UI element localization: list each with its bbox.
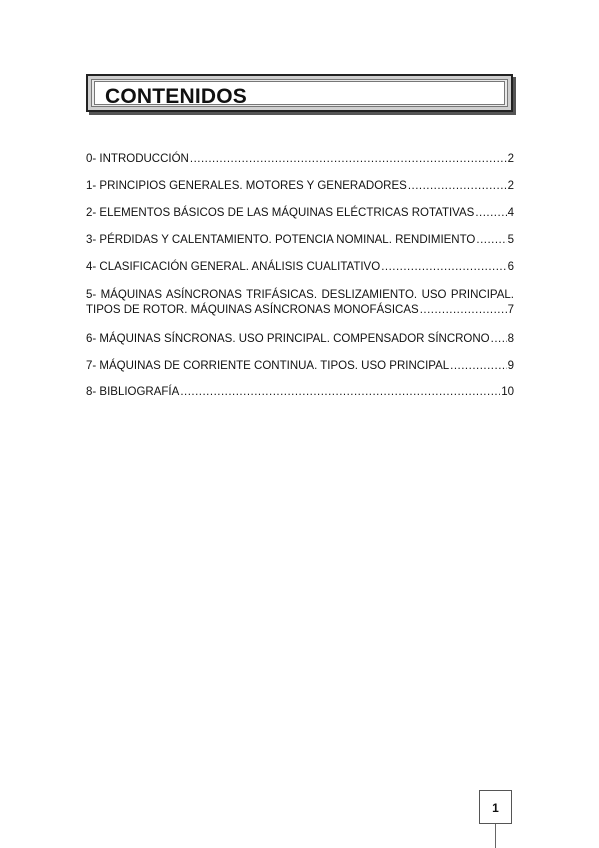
toc-entry-page: 7 (507, 304, 514, 316)
toc-leader-dots (381, 260, 506, 275)
toc-entry[interactable] (86, 152, 514, 167)
toc-entry-text: 0- INTRODUCCIÓN (86, 153, 189, 165)
page-number-stem (495, 824, 496, 848)
toc-entry-text-line1: 5- MÁQUINAS ASÍNCRONAS TRIFÁSICAS. DESLIZAMIENTO. USO PRINCIPAL. (86, 289, 514, 301)
toc-entry-text: 4- CLASIFICACIÓN GENERAL. ANÁLISIS CUALITATIVO (86, 261, 381, 273)
toc-leader-dots (450, 359, 506, 374)
toc-leader-dots (420, 303, 507, 318)
toc-entry[interactable] (86, 385, 514, 400)
toc-entry[interactable] (86, 288, 514, 318)
toc-entry-text: 8- BIBLIOGRAFÍA (86, 386, 180, 398)
toc-entry-page: 2 (507, 153, 514, 165)
toc-entry[interactable] (86, 359, 514, 374)
toc-leader-dots (408, 179, 507, 194)
page-number-box (479, 790, 512, 824)
toc-leader-dots (475, 206, 506, 221)
toc-entry-page: 4 (507, 207, 514, 219)
title-box (86, 74, 513, 112)
toc-leader-dots (491, 332, 507, 347)
toc-entry-page: 10 (501, 386, 514, 398)
toc-entry-text: 1- PRINCIPIOS GENERALES. MOTORES Y GENERADORES (86, 180, 407, 192)
toc-entry[interactable] (86, 332, 514, 347)
toc-entry[interactable] (86, 206, 514, 221)
title-box-inner (94, 81, 505, 108)
toc-entry-text: 7- MÁQUINAS DE CORRIENTE CONTINUA. TIPOS. USO PRINCIPAL (86, 360, 450, 372)
toc-entry-text: 3- PÉRDIDAS Y CALENTAMIENTO. POTENCIA NOMINAL. RENDIMIENTO (86, 234, 476, 246)
toc-entry-page: 5 (507, 234, 514, 246)
toc-entry-text: 2- ELEMENTOS BÁSICOS DE LAS MÁQUINAS ELÉCTRICAS ROTATIVAS (86, 207, 475, 219)
toc-entry-page: 8 (507, 333, 514, 345)
toc-entry-page: 6 (507, 261, 514, 273)
toc-leader-dots (180, 385, 500, 400)
page-title: CONTENIDOS (105, 85, 248, 108)
toc-leader-dots (190, 152, 507, 167)
toc-entry-text: 6- MÁQUINAS SÍNCRONAS. USO PRINCIPAL. COMPENSADOR SÍNCRONO (86, 333, 490, 345)
toc-leader-dots (476, 233, 506, 248)
page-number: 1 (492, 801, 499, 815)
toc-entry[interactable] (86, 260, 514, 275)
toc-entry[interactable] (86, 179, 514, 194)
toc-entry-page: 9 (507, 360, 514, 372)
toc-entry-page: 2 (507, 180, 514, 192)
toc-entry-text: TIPOS DE ROTOR. MÁQUINAS ASÍNCRONAS MONOFÁSICAS (86, 304, 419, 316)
toc-entry[interactable] (86, 233, 514, 248)
